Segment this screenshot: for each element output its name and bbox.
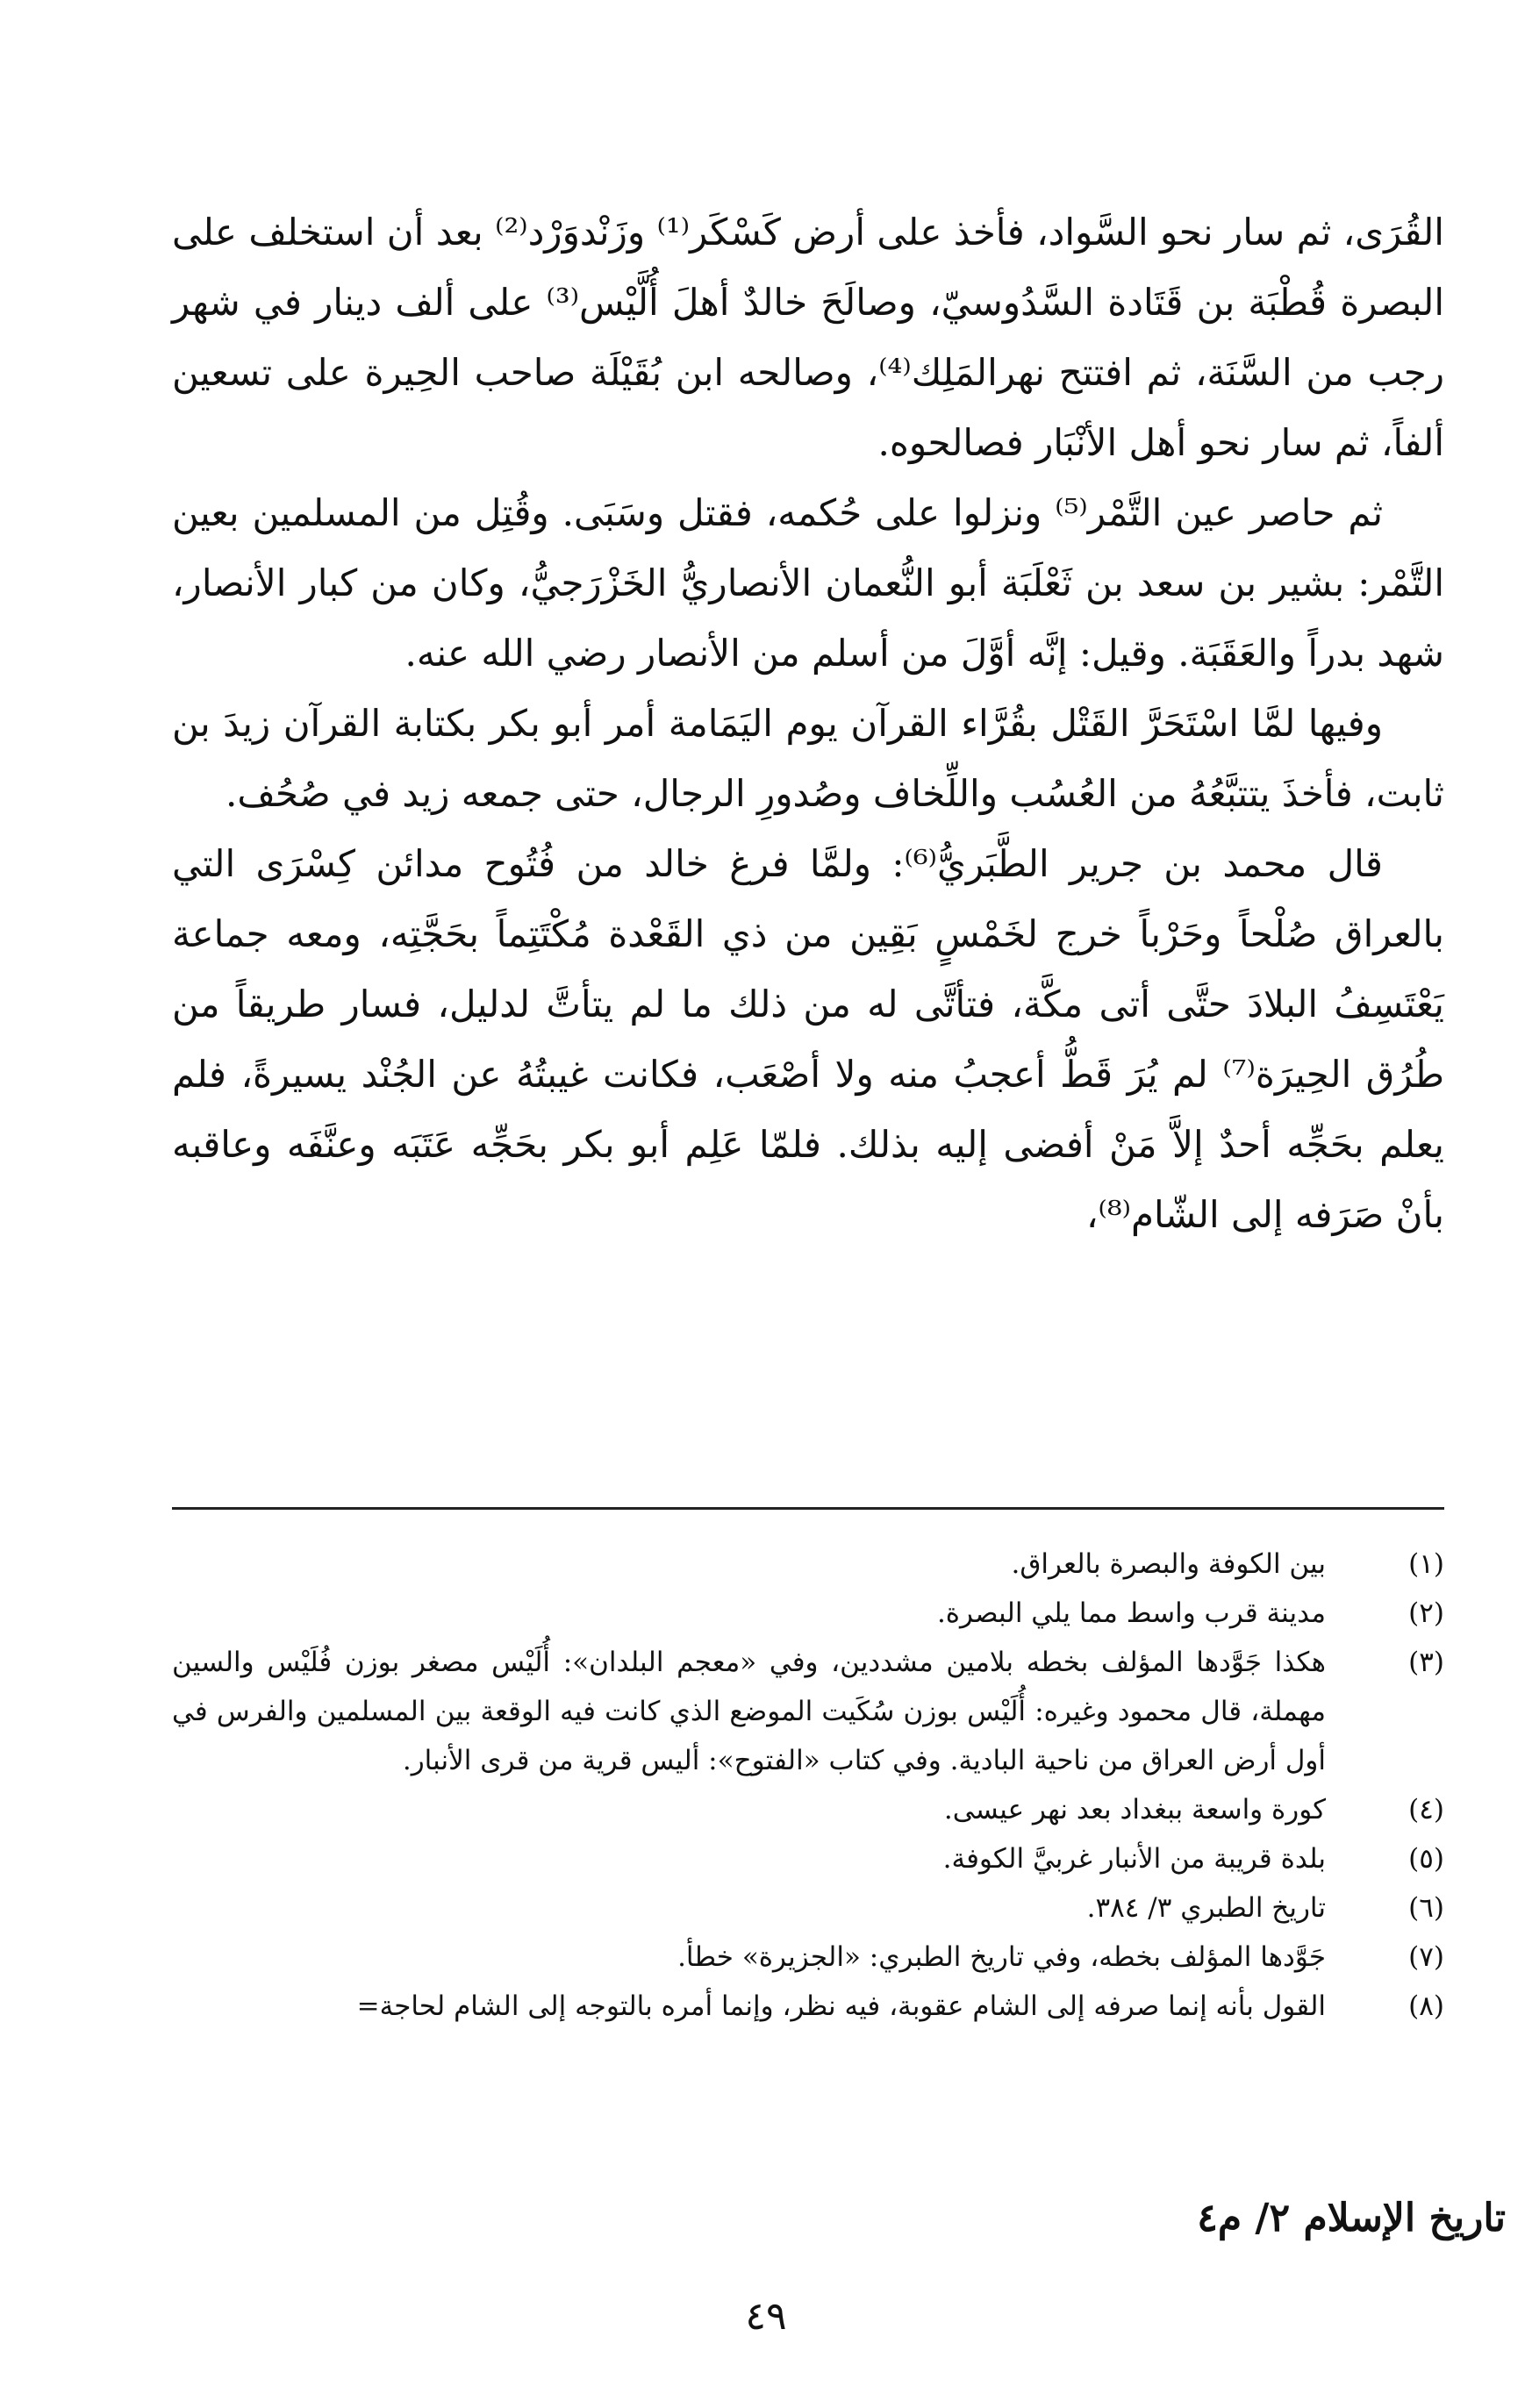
footnote-number: (٧): [1408, 1941, 1444, 1973]
footnote: [172, 1540, 1444, 1589]
footnote-text: القول بأنه إنما صرفه إلى الشام عقوبة، فيه نظر، وإنما أمره بالتوجه إلى الشام لحاجة=: [356, 1990, 1326, 2022]
footnote: [172, 1834, 1444, 1883]
footnote-text: تاريخ الطبري ٣/ ٣٨٤.: [1086, 1892, 1326, 1924]
footnote-number: (٢): [1408, 1597, 1444, 1629]
footnote-text: هكذا جَوَّدها المؤلف بخطه بلامين مشددين، وفي «معجم البلدان»: أُلَيْس مصغر بوزن فُلَيْس والسين مهملة، قال محمود وغيره: أُلَيْس بوزن سُكَيت الموضع الذي كانت فيه الوقعة بين المسلمين والفرس في أول أرض العراق من ناحية البادية. وفي كتاب «الفتوح»: أليس قرية من قرى الأنبار.: [172, 1647, 1326, 1776]
footnote-text: جَوَّدها المؤلف بخطه، وفي تاريخ الطبري: «الجزيرة» خطأ.: [677, 1941, 1326, 1973]
footnote-number: (٦): [1408, 1892, 1444, 1924]
footnote: [172, 1589, 1444, 1638]
footnote-number: (٥): [1408, 1843, 1444, 1875]
main-text: [172, 197, 1444, 1250]
footnotes-list: [172, 1540, 1444, 2031]
footnote-number: (٣): [1408, 1647, 1444, 1678]
page-number: ٤٩: [745, 2294, 787, 2339]
footnote-text: بلدة قريبة من الأنبار غربيَّ الكوفة.: [942, 1843, 1326, 1875]
footnote-text: كورة واسعة ببغداد بعد نهر عيسى.: [943, 1794, 1326, 1826]
footnote: [172, 1933, 1444, 1982]
footnote: [172, 1883, 1444, 1933]
body-paragraph: قال محمد بن جرير الطَّبَريُّ⁽⁶⁾: ولمَّا فرغ خالد من فُتُوح مدائن كِسْرَى التي بالعراق صُلْحاً وحَرْباً خرج لخَمْسٍ بَقِين من ذي القَعْدة مُكْتَتِماً بحَجَّتِه، ومعه جماعة يَعْتَسِفُ البلادَ حتَّى أتى مكَّة، فتأتَّى له من ذلك ما لم يتأتَّ لدليل، فسار طريقاً من طُرُق الحِيرَة⁽⁷⁾ لم يُرَ قَطُّ أعجبُ منه ولا أصْعَب، فكانت غيبتُهُ عن الجُنْد يسيرةً، فلم يعلم بحَجِّه أحدٌ إلاَّ مَنْ أفضى إليه بذلك. فلمّا عَلِم أبو بكر بحَجِّه عَتَبَه وعنَّفَه وعاقبه بأنْ صَرَفه إلى الشّام⁽⁸⁾،: [172, 842, 1444, 1236]
volume-signature: تاريخ الإسلام ٢/ م٤: [1197, 2196, 1506, 2240]
footnote-text: بين الكوفة والبصرة بالعراق.: [1011, 1548, 1326, 1580]
footnote: [172, 1982, 1444, 2031]
footnote: [172, 1638, 1444, 1785]
body-paragraph: وفيها لمَّا اسْتَحَرَّ القَتْل بقُرَّاء القرآن يوم اليَمَامة أمر أبو بكر بكتابة القرآن زيدَ بن ثابت، فأخذَ يتتبَّعُهُ من العُسُب واللِّخاف وصُدورِ الرجال، حتى جمعه زيد في صُحُف.: [172, 702, 1444, 815]
footnote-number: (٤): [1408, 1794, 1444, 1826]
footnote-number: (١): [1408, 1548, 1444, 1580]
body-paragraph: ثم حاصر عين التَّمْر⁽⁵⁾ ونزلوا على حُكمه، فقتل وسَبَى. وقُتِل من المسلمين بعين التَّمْر: بشير بن سعد بن ثَعْلَبَة أبو النُّعمان الأنصاريُّ الخَزْرَجيُّ، وكان من كبار الأنصار، شهد بدراً والعَقَبَة. وقيل: إنَّه أوَّلَ من أسلم من الأنصار رضي الله عنه.: [172, 491, 1444, 675]
footnote-number: (٨): [1408, 1990, 1444, 2022]
body-paragraph: القُرَى، ثم سار نحو السَّواد، فأخذ على أرض كَسْكَر⁽¹⁾ وزَنْدوَرْد⁽²⁾ بعد أن استخلف على البصرة قُطْبَة بن قَتَادة السَّدُوسيّ، وصالَحَ خالدٌ أهلَ أُلَّيْس⁽³⁾ على ألف دينار في شهر رجب من السَّنَة، ثم افتتح نهرالمَلِك⁽⁴⁾، وصالحه ابن بُقَيْلَة صاحب الحِيرة على تسعين ألفاً، ثم سار نحو أهل الأنْبَار فصالحوه.: [172, 211, 1445, 464]
footnote-text: مدينة قرب واسط مما يلي البصرة.: [936, 1597, 1326, 1629]
footnote: [172, 1785, 1444, 1834]
footnote-divider: [172, 1507, 1444, 1510]
